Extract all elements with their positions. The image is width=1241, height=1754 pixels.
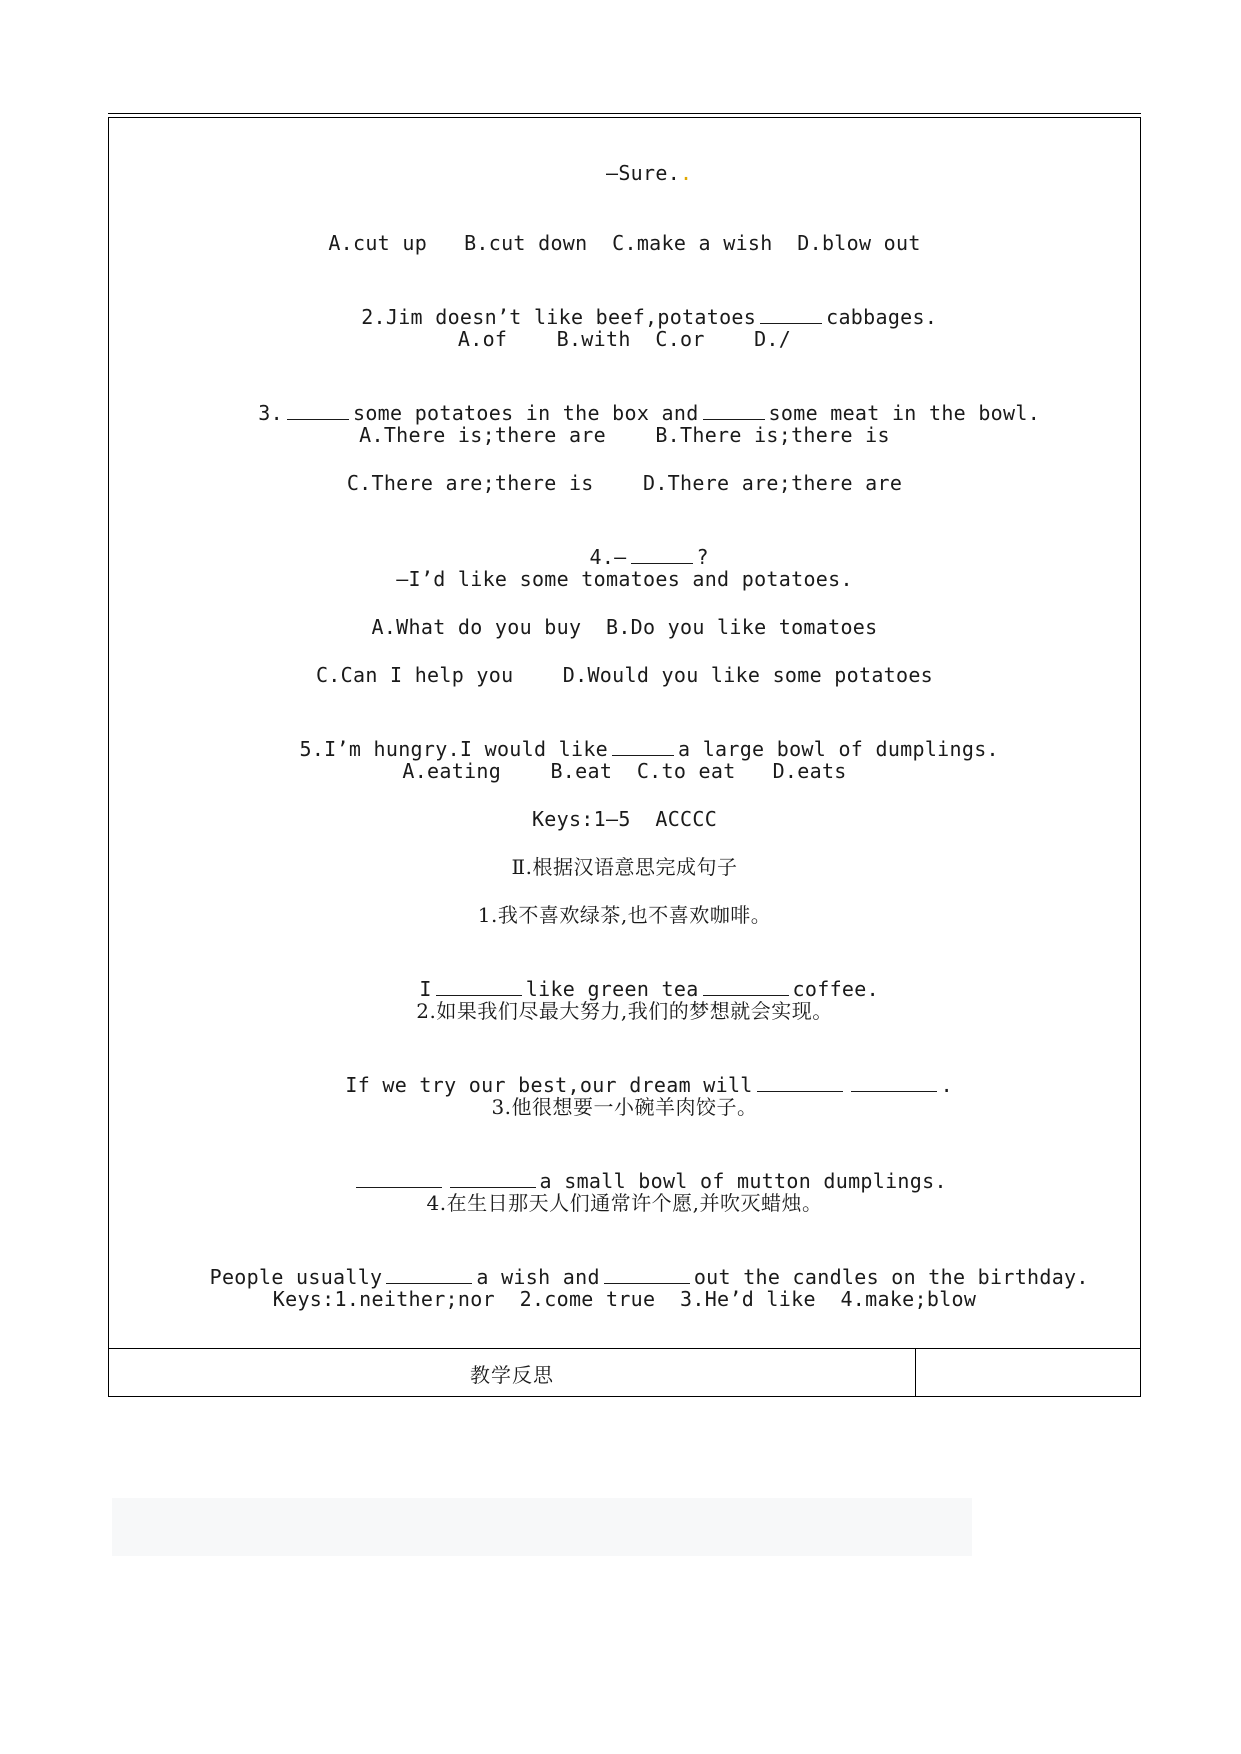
q2-stem: 2.Jim doesn’t like beef,potatoes cabbages. xyxy=(361,305,938,329)
answer-blank xyxy=(703,401,765,420)
q3-options-ab: A.There is;there are B.There is;there is xyxy=(359,423,890,447)
s2-item-1-english: I like green tea coffee. xyxy=(419,977,879,1001)
answer-blank xyxy=(436,977,522,996)
answer-blank xyxy=(287,401,349,420)
q1-options: A.cut up B.cut down C.make a wish D.blow out xyxy=(328,231,921,255)
answer-blank xyxy=(757,1073,843,1092)
stray-mark: . xyxy=(680,161,693,185)
worksheet-table xyxy=(108,117,1141,1397)
answer-blank xyxy=(703,977,789,996)
answer-blank xyxy=(631,545,693,564)
s2-item-3-english: a small bowl of mutton dumplings. xyxy=(109,1142,1140,1220)
keys-part-2: Keys:1.neither;nor 2.come true 3.He’d like 4.make;blow xyxy=(272,1287,977,1311)
s2-item-4-english: People usually a wish and out the candles on the birthday. xyxy=(209,1265,1089,1289)
faint-placeholder-box xyxy=(112,1498,972,1556)
q5-options: A.eating B.eat C.to eat D.eats xyxy=(402,759,847,783)
q4-options-cd: C.Can I help you D.Would you like some potatoes xyxy=(315,663,934,687)
s2-item-2-chinese: 2.如果我们尽最大努力,我们的梦想就会实现。 xyxy=(416,999,833,1023)
answer-blank xyxy=(356,1169,442,1188)
keys-part-1: Keys:1—5 ACCCC xyxy=(531,807,718,831)
reflection-label: 教学反思 xyxy=(470,1363,554,1387)
answer-blank xyxy=(450,1169,536,1188)
q4-stem: 4.— ? xyxy=(589,545,709,569)
answer-blank xyxy=(386,1265,472,1284)
reflection-row xyxy=(109,1348,1140,1396)
q2-options: A.of B.with C.or D./ xyxy=(457,327,792,351)
answer-blank xyxy=(851,1073,937,1092)
q3-options-cd: C.There are;there is D.There are;there are xyxy=(346,471,903,495)
s2-item-2-english: If we try our best,our dream will . xyxy=(345,1073,953,1097)
answer-blank xyxy=(604,1265,690,1284)
s2-item-3-chinese: 3.他很想要一小碗羊肉饺子。 xyxy=(491,1095,758,1119)
q4-options-ab: A.What do you buy B.Do you like tomatoes xyxy=(371,615,878,639)
s2-item-4-chinese: 4.在生日那天人们通常许个愿,并吹灭蜡烛。 xyxy=(426,1191,823,1215)
q5-stem: 5.I’m hungry.I would like a large bowl of dumplings. xyxy=(299,737,999,761)
q4-reply: —I’d like some tomatoes and potatoes. xyxy=(396,567,853,591)
answer-blank xyxy=(612,737,674,756)
answer-blank xyxy=(760,305,822,324)
section-2-heading: Ⅱ.根据汉语意思完成句子 xyxy=(511,855,738,879)
top-rule xyxy=(108,113,1141,114)
answer-sure: —Sure.. xyxy=(605,161,693,185)
s2-item-1-chinese: 1.我不喜欢绿茶,也不喜欢咖啡。 xyxy=(477,903,772,927)
reflection-cell-divider xyxy=(915,1349,916,1396)
q3-stem: 3. some potatoes in the box and some meat in the bowl. xyxy=(258,401,1041,425)
